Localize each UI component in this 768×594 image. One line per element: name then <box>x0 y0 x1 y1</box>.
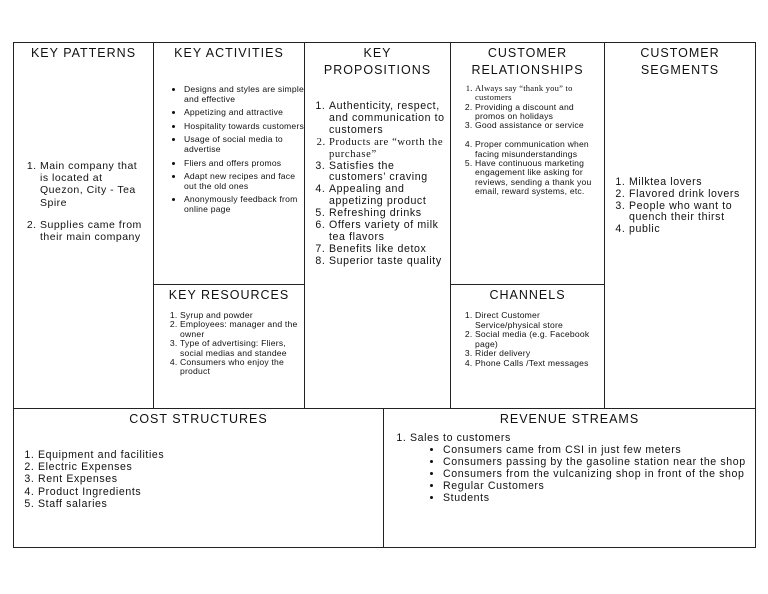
customer-relationships-cell <box>450 42 605 285</box>
list-item: 5. Refreshing drinks <box>329 208 447 220</box>
cost-structures-cell <box>13 408 384 548</box>
revenue-streams-title: REVENUE STREAMS <box>499 412 640 426</box>
list-item: 3. People who want to quench their thirst <box>629 201 753 225</box>
list-item: 5. Have continuous marketing engagement like asking for reviews, sending a thank you email, reward systems, etc. <box>475 159 603 196</box>
list-item: 3. Rent Expenses <box>38 473 378 485</box>
list-item: 1. Syrup and powder <box>180 311 302 320</box>
channels-title: CHANNELS <box>489 288 566 302</box>
key-resources-title: KEY RESOURCES <box>168 288 290 302</box>
customer-relationships-list <box>453 84 603 196</box>
list-item: 2. Social media (e.g. Facebook page) <box>475 330 603 349</box>
list-item: 1. Always say “thank you” to customers <box>475 84 603 103</box>
list-item <box>410 432 750 444</box>
list-item: 2. Providing a discount and promos on holidays <box>475 103 603 122</box>
list-item: 2. Electric Expenses <box>38 461 378 473</box>
list-item: 2. Products are “worth the purchase” <box>329 137 447 161</box>
list-item: 4. Proper communication when facing misunderstandings <box>475 140 603 159</box>
list-item: 3. Rider delivery <box>475 349 603 359</box>
channels-list <box>453 311 603 369</box>
key-patterns-title: KEY PATTERNS <box>30 46 137 60</box>
key-patterns-list <box>20 160 148 243</box>
list-item: 2. Supplies came from their main company <box>40 219 148 243</box>
customer-segments-list <box>609 177 753 236</box>
list-item: • Usage of social media to advertise <box>184 135 304 154</box>
list-item: 3. Type of advertising: Fliers, social medias and standee <box>180 339 302 358</box>
key-activities-list <box>158 85 304 215</box>
key-activities-title: KEY ACTIVITIES <box>174 46 284 60</box>
key-propositions-list <box>309 101 447 268</box>
list-item: 4. Appealing and appetizing product <box>329 184 447 208</box>
cost-structures-title: COST STRUCTURES <box>129 412 268 426</box>
list-item: 1. Milktea lovers <box>629 177 753 189</box>
key-propositions-cell <box>304 42 451 409</box>
list-item: 1. Authenticity, respect, and communication to customers <box>329 101 447 137</box>
list-item: 1. Direct Customer Service/physical store <box>475 311 603 330</box>
key-patterns-cell <box>13 42 154 409</box>
list-item: • Designs and styles are simple and effective <box>184 85 304 104</box>
list-item: 2. Flavored drink lovers <box>629 189 753 201</box>
list-item: 6. Offers variety of milk tea flavors <box>329 220 447 244</box>
list-item: • Appetizing and attractive <box>184 108 304 118</box>
list-item: • Consumers passing by the gasoline station near the shop <box>443 456 750 468</box>
customer-segments-title: CUSTOMER SEGMENTS <box>640 46 720 77</box>
list-item: • Adapt new recipes and face out the old ones <box>184 172 304 191</box>
list-item: • Consumers came from CSI in just few meters <box>443 444 750 456</box>
list-item: 1. Equipment and facilities <box>38 449 378 461</box>
list-item: • Hospitality towards customers <box>184 122 304 132</box>
revenue-streams-list <box>388 432 750 505</box>
list-item: • Consumers from the vulcanizing shop in front of the shop <box>443 468 750 480</box>
key-activities-cell <box>153 42 305 285</box>
revenue-streams-cell <box>383 408 756 548</box>
channels-cell <box>450 284 605 409</box>
key-resources-list <box>156 311 302 377</box>
key-resources-cell <box>153 284 305 409</box>
key-propositions-title: KEY PROPOSITIONS <box>323 46 432 77</box>
list-item: 8. Superior taste quality <box>329 256 447 268</box>
list-item: 4. public <box>629 224 753 236</box>
list-item: 1. Main company that is located at Quezon, City - Tea Spire <box>40 160 148 209</box>
list-item: 4. Phone Calls /Text messages <box>475 359 603 369</box>
list-item: 7. Benefits like detox <box>329 244 447 256</box>
list-item: 2. Employees: manager and the owner <box>180 320 302 339</box>
business-model-canvas <box>13 42 756 548</box>
list-item: • Students <box>443 492 750 504</box>
list-item: 4. Consumers who enjoy the product <box>180 358 302 377</box>
revenue-main-item: Sales to customers <box>410 432 511 444</box>
list-item: 3. Good assistance or service <box>475 121 603 130</box>
customer-relationships-title: CUSTOMER RELATIONSHIPS <box>471 46 584 77</box>
customer-segments-cell <box>604 42 756 409</box>
list-item: 4. Product Ingredients <box>38 486 378 498</box>
list-item: 3. Satisfies the customers’ craving <box>329 161 447 185</box>
cost-structures-list <box>18 449 378 510</box>
list-item: • Regular Customers <box>443 480 750 492</box>
list-item: 5. Staff salaries <box>38 498 378 510</box>
list-item: • Fliers and offers promos <box>184 159 304 169</box>
list-item: • Anonymously feedback from online page <box>184 195 304 214</box>
